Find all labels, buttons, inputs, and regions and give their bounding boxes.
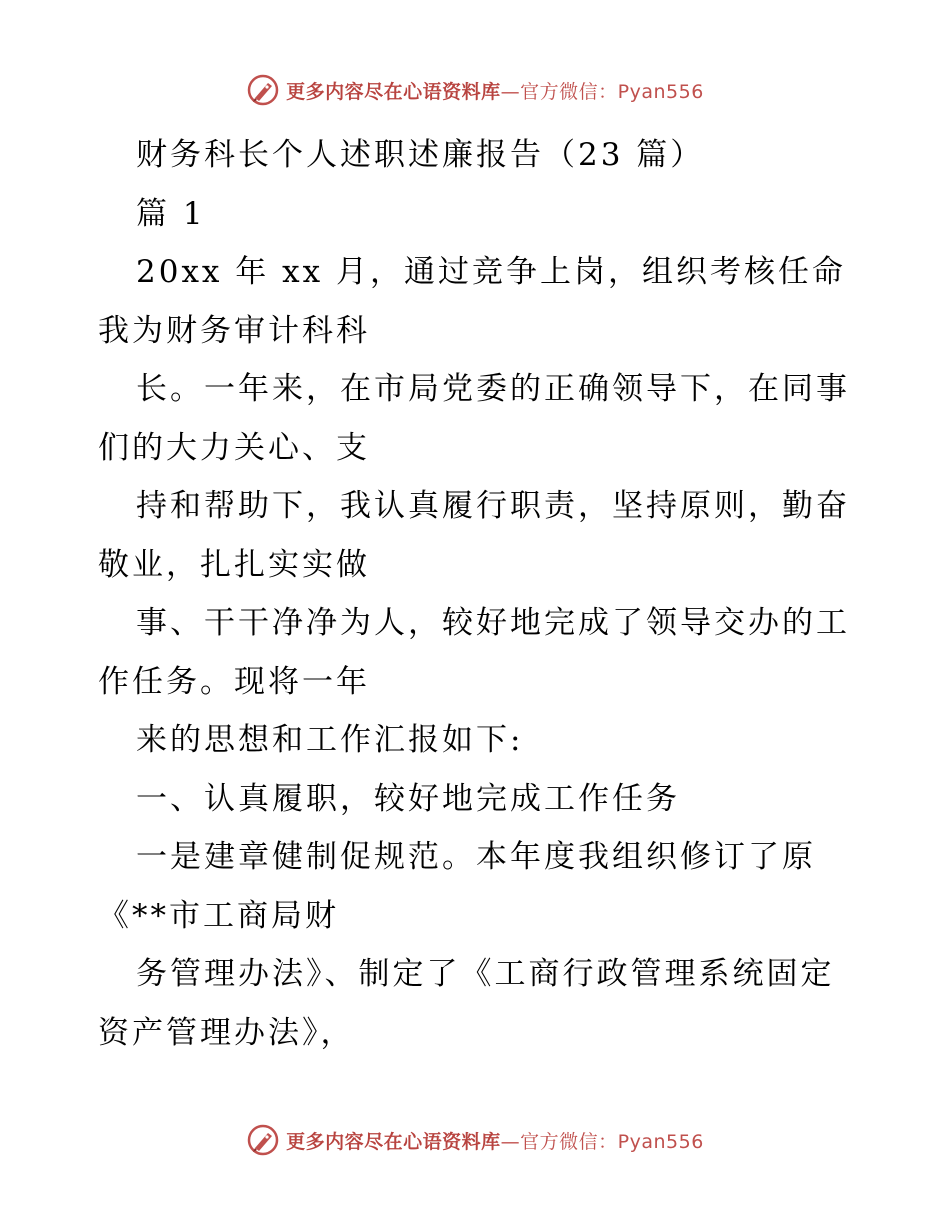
- paragraph-line: 一是建章健制促规范。本年度我组织修订了原: [136, 839, 816, 875]
- header-banner-main: 更多内容尽在心语资料库: [286, 80, 501, 103]
- paragraph-line: 持和帮助下，我认真履行职责，坚持原则，勤奋: [136, 488, 850, 524]
- pen-nib-logo-icon: [246, 1123, 280, 1157]
- section-label: 篇 1: [136, 195, 206, 232]
- document-body: [98, 126, 858, 1062]
- document-title: 财务科长个人述职述廉报告（23 篇）: [136, 137, 705, 173]
- footer-banner-sep: —: [500, 1130, 521, 1153]
- footer-banner-text: [286, 1127, 704, 1154]
- header-banner-tail: 官方微信：Pyan556: [520, 80, 704, 103]
- paragraph-line: 资产管理办法》，: [98, 1014, 355, 1051]
- footer-banner-main: 更多内容尽在心语资料库: [286, 1130, 501, 1153]
- paragraph-line: 们的大力关心、支: [98, 429, 370, 466]
- paragraph-line: 《**市工商局财: [98, 897, 339, 934]
- paragraph-line: 20xx 年 xx 月，通过竞争上岗，组织考核任命: [136, 254, 846, 290]
- paragraph-line: 事、干干净净为人，较好地完成了领导交办的工: [136, 605, 850, 641]
- header-banner-sep: —: [500, 80, 521, 103]
- pen-nib-logo-icon: [246, 73, 280, 107]
- section-heading: 一、认真履职，较好地完成工作任务: [136, 780, 680, 817]
- paragraph-line: 长。一年来，在市局党委的正确领导下，在同事: [136, 371, 850, 407]
- paragraph-line: 务管理办法》、制定了《工商行政管理系统固定: [136, 956, 835, 992]
- footer-banner: [0, 1120, 950, 1160]
- header-banner-text: [286, 77, 704, 104]
- paragraph-line: 我为财务审计科科: [98, 312, 370, 349]
- paragraph-line: 敬业，扎扎实实做: [98, 546, 370, 583]
- footer-banner-tail: 官方微信：Pyan556: [520, 1130, 704, 1153]
- paragraph-line: 作任务。现将一年: [98, 663, 370, 700]
- paragraph-line: 来的思想和工作汇报如下:: [136, 722, 524, 758]
- header-banner: [0, 70, 950, 110]
